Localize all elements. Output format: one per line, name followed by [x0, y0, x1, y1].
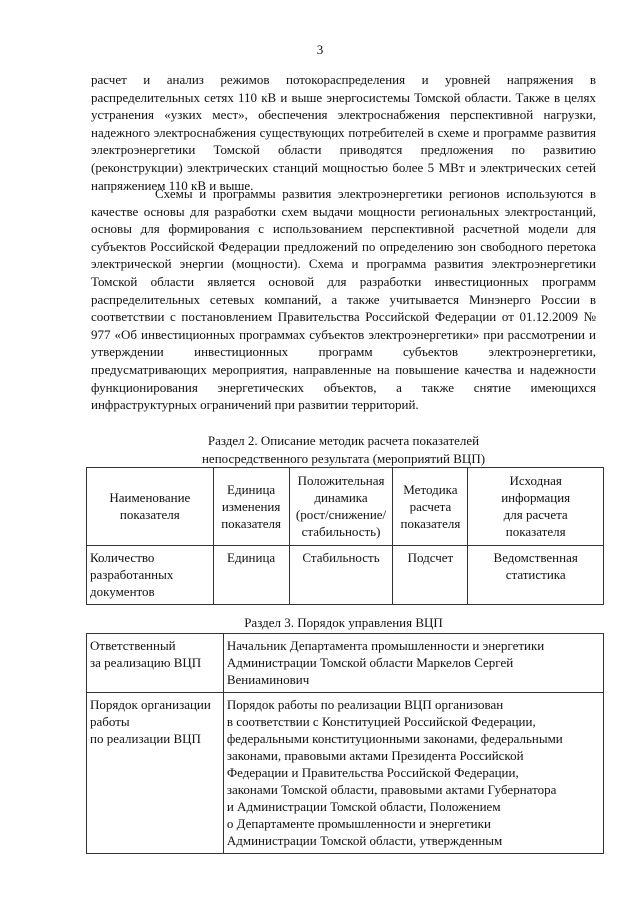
- cell-line: показателя: [221, 515, 282, 531]
- cell-line: показателя: [400, 515, 461, 531]
- cell-line: расчета: [409, 498, 452, 514]
- cell-value-procedure: [223, 693, 603, 854]
- cell-line: законами Томской области, правовыми актами Губернатора: [226, 782, 557, 797]
- cell-line: Стабильность: [302, 550, 380, 565]
- cell-line: для расчета: [503, 507, 568, 522]
- cell-line: федеральными конституционными законами, федеральными: [226, 731, 563, 746]
- page-number: 3: [316, 42, 324, 57]
- cell-line: Ответственный: [90, 638, 176, 653]
- cell-line: Положительная: [297, 473, 385, 488]
- cell-line: Ведомственная: [493, 550, 578, 565]
- cell-line: стабильность): [301, 524, 381, 539]
- cell-line: документов: [90, 584, 155, 599]
- cell-line: о Департаменте промышленности и энергетики: [226, 816, 491, 831]
- header-cell-dynamics: [289, 468, 393, 546]
- cell-source: [468, 546, 604, 605]
- cell-line: и Администрации Томской области, Положением: [226, 799, 501, 814]
- section-2-heading-line: Раздел 2. Описание методик расчета показателей: [207, 433, 480, 448]
- cell-line: в соответствии с Конституцией Российской Федерации,: [226, 714, 536, 729]
- cell-unit: [213, 546, 289, 605]
- cell-line: показателя: [505, 524, 566, 539]
- cell-label-responsible: [87, 634, 224, 693]
- cell-line: законами, правовыми актами Президента Российской: [226, 748, 524, 763]
- cell-value-responsible: [223, 634, 603, 693]
- table-row: [87, 546, 604, 605]
- cell-line: работы: [90, 714, 130, 729]
- cell-line: Федерации и Правительства Российской Федерации,: [226, 765, 519, 780]
- table-row: [87, 634, 604, 693]
- cell-line: (рост/снижение/: [295, 507, 387, 522]
- header-cell-unit: [213, 468, 289, 546]
- cell-line: Подсчет: [407, 550, 454, 565]
- cell-line: Вениаминович: [226, 672, 310, 687]
- header-cell-source: [468, 468, 604, 546]
- cell-line: Методика: [403, 481, 458, 497]
- paragraph-1: расчет и анализ режимов потокораспределения и уровней напряжения в распределительных сетях 110 кВ и выше энергосистемы Томской области. Также в целях устранения «узких мест», обеспечения электроснабжения перспективной нагрузки, надежного электроснабжения существующих потребителей в схеме и программе развития электроэнергетики Томской области приводятся предложения по развитию (реконструкции) электрических станций мощностью более 5 МВт и электрических сетей напряжением 110 кВ и выше.: [91, 72, 596, 193]
- cell-line: Порядок организации: [90, 697, 211, 712]
- management-table: [86, 633, 604, 854]
- cell-line: статистика: [505, 567, 566, 582]
- cell-dynamics: [289, 546, 393, 605]
- cell-line: динамика: [314, 490, 368, 505]
- cell-line: Исходная: [509, 473, 562, 488]
- cell-line: Количество: [90, 550, 155, 565]
- cell-line: Начальник Департамента промышленности и энергетики: [226, 638, 545, 653]
- cell-line: за реализацию ВЦП: [90, 655, 202, 670]
- cell-line: Порядок работы по реализации ВЦП организован: [226, 697, 504, 712]
- cell-line: Наименование: [109, 490, 191, 505]
- cell-label-procedure: [87, 693, 224, 854]
- paragraph-2: Схемы и программы развития электроэнергетики регионов используются в качестве основы для разработки схем выдачи мощности региональных электростанций, основы для формирования с использованием перспективной расчетной модели для субъектов Российской Федерации предложений по определению зон свободного перетока электрической энергии (мощности). Схема и программа развития электроэнергетики Томской области является основой для разработки инвестиционных программ распределительных сетевых компаний, а также учитывается Минэнерго России в соответствии с постановлением Правительства Российской Федерации от 01.12.2009 № 977 «Об инвестиционных программах субъектов электроэнергетики» при рассмотрении и утверждении инвестиционных программ субъектов электроэнергетики, предусматривающих мероприятия, направленные на повышение качества и надежности функционирования энергетических объектов, а также снятие имеющихся инфраструктурных ограничений при развитии территорий.: [91, 186, 596, 413]
- cell-line: информация: [501, 490, 571, 505]
- header-cell-name: [87, 468, 214, 546]
- table-header-row: [87, 468, 604, 546]
- cell-line: Администрации Томской области Маркелов Сергей: [226, 655, 514, 670]
- cell-line: изменения: [221, 498, 281, 514]
- section-2-heading-line: непосредственного результата (мероприятий ВЦП): [201, 450, 486, 466]
- methods-table: [86, 467, 604, 605]
- table-row: [87, 693, 604, 854]
- cell-method: [393, 546, 468, 605]
- section-3-heading: Раздел 3. Порядок управления ВЦП: [244, 615, 443, 630]
- header-cell-method: [393, 468, 468, 546]
- cell-line: Единица: [227, 481, 276, 497]
- section-2-heading: [91, 432, 596, 467]
- cell-line: показателя: [119, 507, 180, 522]
- cell-line: разработанных: [90, 567, 174, 582]
- cell-line: Администрации Томской области, утвержденным: [226, 833, 503, 848]
- cell-line: по реализации ВЦП: [90, 731, 201, 746]
- cell-line: Единица: [227, 550, 276, 565]
- cell-indicator-name: [87, 546, 214, 605]
